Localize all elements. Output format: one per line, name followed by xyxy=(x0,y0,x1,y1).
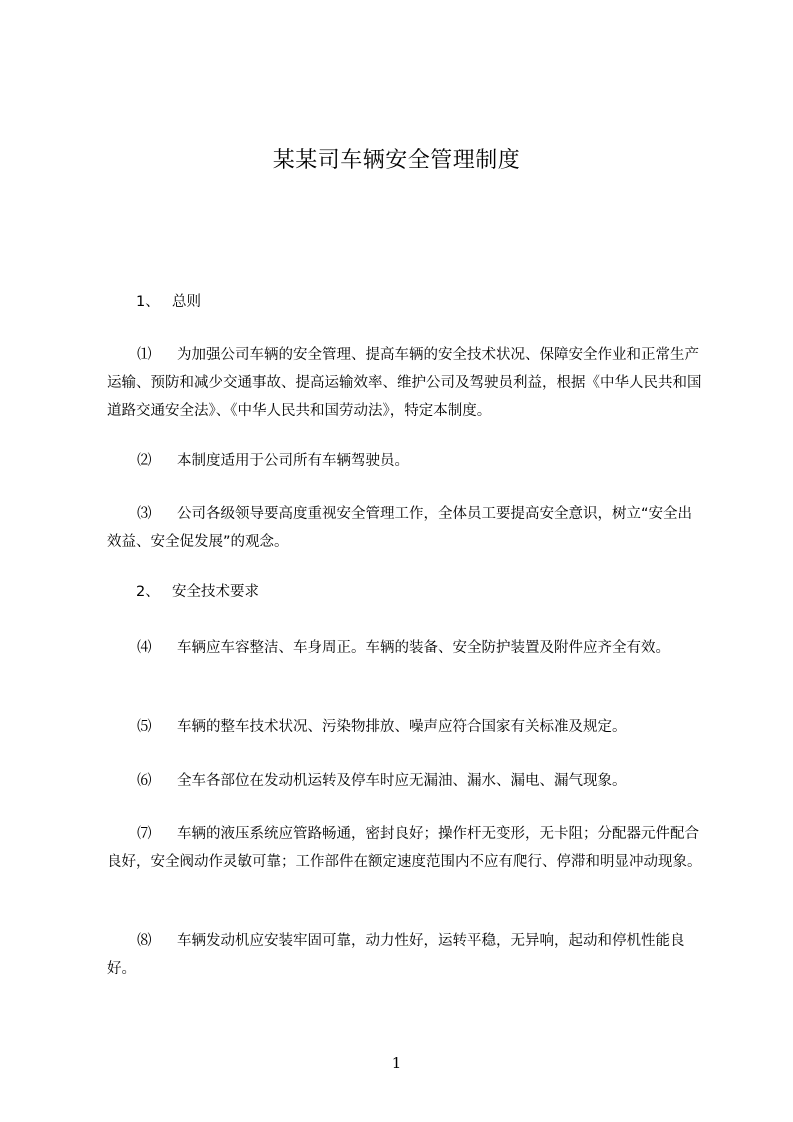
page-number: 1 xyxy=(391,1054,402,1072)
document-title: 某某司车辆安全管理制度 xyxy=(272,148,521,173)
paragraph-3 xyxy=(107,500,703,556)
paragraph-text: 为加强公司车辆的安全管理、提高车辆的安全技术状况、保障安全作业和正常生产运输、预防和减少交通事故、提高运输效率、维护公司及驾驶员利益，根据《中华人民共和国道路交通安全法》、《中华人民共和国劳动法》，特定本制度。 xyxy=(107,347,702,419)
paragraph-7 xyxy=(107,820,703,876)
section-number: 1、 xyxy=(136,294,160,310)
section-title: 总则 xyxy=(172,294,201,310)
item-marker: ⑶ xyxy=(137,506,152,522)
section-heading-general xyxy=(136,292,201,312)
item-marker: ⑷ xyxy=(137,640,152,656)
paragraph-text: 全车各部位在发动机运转及停车时应无漏油、漏水、漏电、漏气现象。 xyxy=(177,773,627,789)
item-marker: ⑺ xyxy=(137,826,152,842)
paragraph-text: 车辆发动机应安装牢固可靠，动力性好，运转平稳，无异响，起动和停机性能良好。 xyxy=(107,933,685,977)
item-marker: ⑵ xyxy=(137,453,152,469)
item-marker: ⑸ xyxy=(137,719,152,735)
section-title: 安全技术要求 xyxy=(172,584,259,600)
section-heading-safety-tech xyxy=(136,582,259,602)
paragraph-text: 车辆的整车技术状况、污染物排放、噪声应符合国家有关标准及规定。 xyxy=(177,719,627,735)
paragraph-4 xyxy=(107,634,703,662)
paragraph-6 xyxy=(107,767,703,795)
paragraph-text: 本制度适用于公司所有车辆驾驶员。 xyxy=(177,453,409,469)
paragraph-1 xyxy=(107,341,703,425)
item-marker: ⑹ xyxy=(137,773,152,789)
paragraph-text: 车辆应车容整洁、车身周正。车辆的装备、安全防护装置及附件应齐全有效。 xyxy=(177,640,670,656)
item-marker: ⑻ xyxy=(137,933,152,949)
paragraph-5 xyxy=(107,713,703,741)
paragraph-8 xyxy=(107,927,703,983)
paragraph-text: 公司各级领导要高度重视安全管理工作，全体员工要提高安全意识，树立“安全出效益、安全促发展”的观念。 xyxy=(107,506,693,550)
paragraph-2 xyxy=(107,447,703,475)
section-number: 2、 xyxy=(136,584,160,600)
item-marker: ⑴ xyxy=(137,347,152,363)
paragraph-text: 车辆的液压系统应管路畅通，密封良好；操作杆无变形，无卡阻；分配器元件配合良好，安全阀动作灵敏可靠；工作部件在额定速度范围内不应有爬行、停滞和明显冲动现象。 xyxy=(107,826,702,870)
